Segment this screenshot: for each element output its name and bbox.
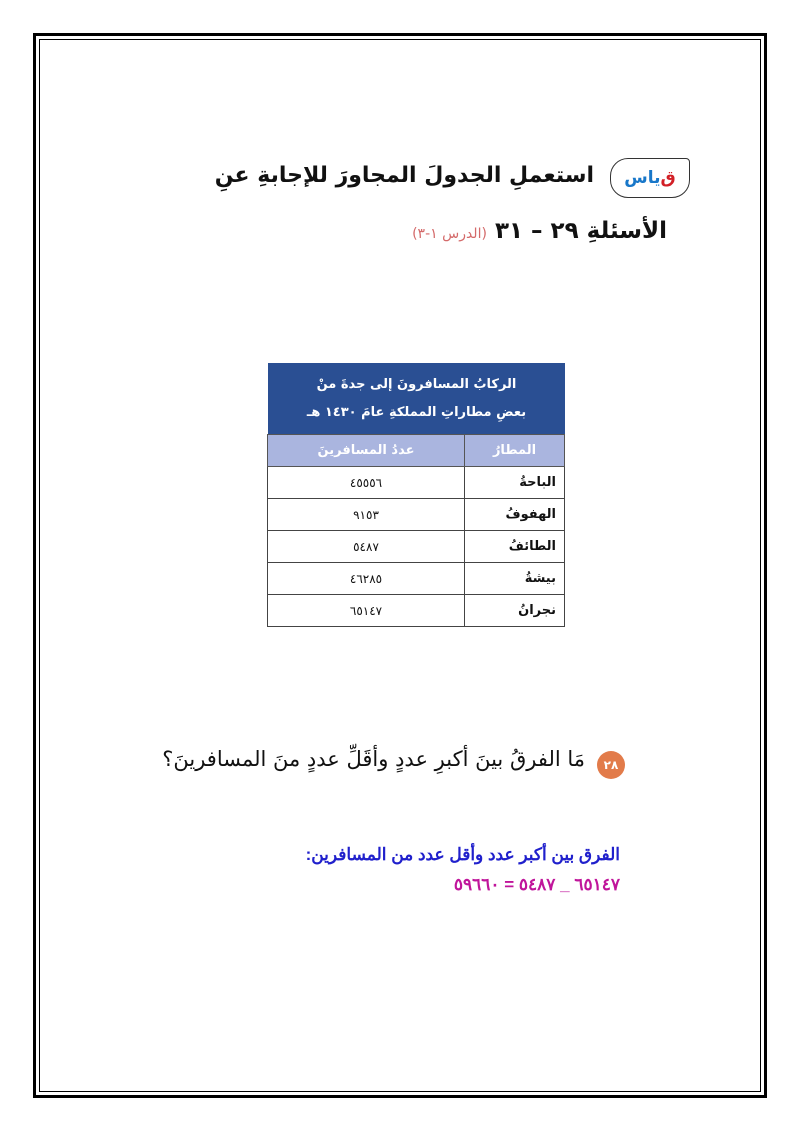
instruction-line-2 — [147, 218, 667, 244]
badge-rest: ياس — [624, 168, 661, 188]
table-row — [268, 467, 565, 499]
table-title — [268, 363, 565, 434]
lesson-reference: (الدرس ١-٣) — [412, 226, 487, 242]
airport-cell: الطائفُ — [465, 531, 565, 563]
airport-cell: الباحةُ — [465, 467, 565, 499]
table-row — [268, 595, 565, 627]
count-cell: ٩١٥٣ — [268, 499, 465, 531]
table-title-line-2: بعضِ مطاراتِ المملكةِ عامَ ١٤٣٠ هـ — [306, 405, 527, 420]
answer-line-2: ٦٥١٤٧ _ ٥٤٨٧ = ٥٩٦٦٠ — [453, 875, 620, 894]
badge-letter: ق — [660, 168, 676, 188]
airport-cell: نجرانُ — [465, 595, 565, 627]
question-number-badge: ٢٨ — [597, 751, 625, 779]
header-airport: المطارُ — [465, 435, 565, 467]
count-cell: ٤٥٥٥٦ — [268, 467, 465, 499]
airport-cell: بيشةُ — [465, 563, 565, 595]
header-passengers: عددُ المسافرينَ — [268, 435, 465, 467]
question-text: مَا الفرقُ بينَ أكبرِ عددٍ وأقَلِّ عددٍ منَ المسافرينَ؟ — [162, 747, 585, 771]
count-cell: ٥٤٨٧ — [268, 531, 465, 563]
data-table — [267, 434, 565, 627]
count-cell: ٤٦٢٨٥ — [268, 563, 465, 595]
table-row — [268, 563, 565, 595]
airport-cell: الهفوفُ — [465, 499, 565, 531]
skill-badge — [610, 158, 690, 198]
questions-range: الأسئلةِ ٢٩ – ٣١ — [494, 218, 667, 244]
table-title-line-1: الركابُ المسافرونَ إلى جدةَ منْ — [316, 377, 517, 392]
table-header-row — [268, 435, 565, 467]
answer-line-1: الفرق بين أكبر عدد وأقل عدد من المسافرين: — [305, 845, 620, 864]
table-row — [268, 499, 565, 531]
count-cell: ٦٥١٤٧ — [268, 595, 465, 627]
table-row — [268, 531, 565, 563]
passengers-table — [268, 363, 565, 627]
instruction-line-1: استعملِ الجدولَ المجاورَ للإجابةِ عنِ — [214, 163, 594, 188]
